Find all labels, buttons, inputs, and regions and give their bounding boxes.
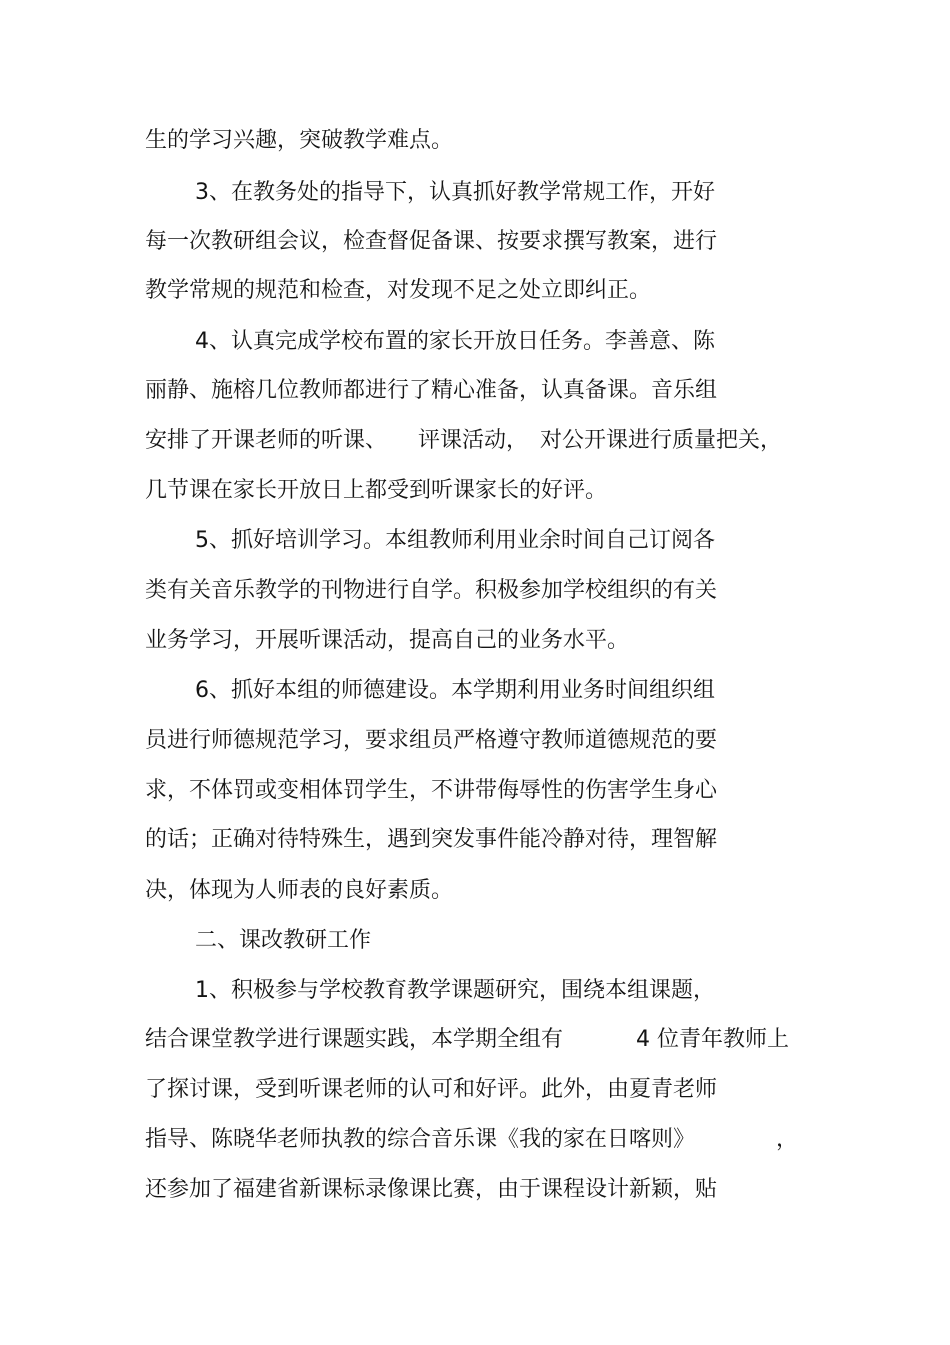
text-segment: 丽静、施榕几位教师都进行了精心准备，认真备课。音乐组 <box>145 378 718 403</box>
text-segment: 员进行师德规范学习，要求组员严格遵守教师道德规范的要 <box>145 728 718 753</box>
text-segment: 业务学习，开展听课活动，提高自己的业务水平。 <box>145 628 630 653</box>
text-segment: 生的学习兴趣，突破教学难点。 <box>145 128 454 153</box>
text-segment: 类有关音乐教学的刊物进行自学。积极参加学校组织的有关 <box>145 578 718 603</box>
text-segment: 4、认真完成学校布置的家长开放日任务。李善意、陈 <box>195 329 715 354</box>
text-segment: 了探讨课，受到听课老师的认可和好评。此外，由夏青老师 <box>145 1077 718 1102</box>
text-segment: 评课活动， <box>418 428 529 453</box>
text-segment: 的话；正确对待特殊生，遇到突发事件能冷静对待，理智解 <box>145 827 718 852</box>
text-segment: 每一次教研组会议，检查督促备课、按要求撰写教案，进行 <box>145 229 718 254</box>
text-segment: 指导、陈晓华老师执教的综合音乐课《我的家在日喀则》 <box>145 1127 696 1152</box>
text-segment: 6、抓好本组的师德建设。本学期利用业务时间组织组 <box>195 678 715 703</box>
text-segment: 对公开课进行质量把关， <box>540 428 783 453</box>
text-segment: 求，不体罚或变相体罚学生，不讲带侮辱性的伤害学生身心 <box>145 778 718 803</box>
text-segment: 1、积极参与学校教育教学课题研究，围绕本组课题， <box>195 978 715 1003</box>
text-segment: 二、课改教研工作 <box>195 928 372 953</box>
text-segment: 几节课在家长开放日上都受到听课家长的好评。 <box>145 478 608 503</box>
text-segment: 决，体现为人师表的良好素质。 <box>145 878 454 903</box>
text-segment: 3、在教务处的指导下，认真抓好教学常规工作，开好 <box>195 180 715 205</box>
text-segment: 还参加了福建省新课标录像课比赛，由于课程设计新颖，贴 <box>145 1177 718 1202</box>
text-segment: 4 位青年教师上 <box>636 1027 789 1052</box>
text-segment: 安排了开课老师的听课、 <box>145 428 388 453</box>
text-segment: 教学常规的规范和检查，对发现不足之处立即纠正。 <box>145 278 652 303</box>
text-segment: 5、抓好培训学习。本组教师利用业余时间自己订阅各 <box>195 528 715 553</box>
text-segment: 结合课堂教学进行课题实践，本学期全组有 <box>145 1027 564 1052</box>
text-segment: ， <box>776 1127 799 1152</box>
